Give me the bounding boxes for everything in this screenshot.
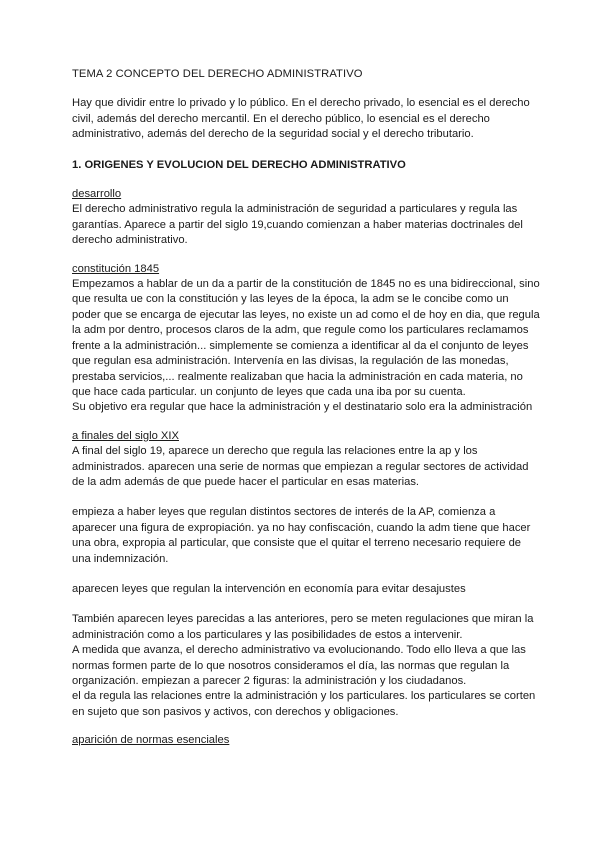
finales-paragraph-3: aparecen leyes que regulan la intervención en economía para evitar desajustes [72, 582, 466, 595]
finales-paragraph-4b: A medida que avanza, el derecho administrativo va evolucionando. Todo ello lleva a que las normas formen parte de lo que nosotros consideramos el día, las normas que regulan la organización. empiezan a parecer 2 figuras: la administración y los ciudadanos. [72, 644, 526, 687]
section-constitucion [72, 262, 540, 416]
subtitle-constitucion: constitución 1845 [72, 262, 160, 275]
subtitle-finales: a finales del siglo XIX [72, 429, 179, 442]
subtitle-aparicion: aparición de normas esenciales [72, 734, 230, 747]
document-title: TEMA 2 CONCEPTO DEL DERECHO ADMINISTRATIVO [72, 68, 363, 80]
section-heading-origenes: 1. ORIGENES Y EVOLUCION DEL DERECHO ADMINISTRATIVO [72, 158, 406, 171]
finales-paragraph-4a: También aparecen leyes parecidas a las anteriores, pero se meten regulaciones que miran la administración como a los particulares y las posibilidades de estos a intervenir. [72, 613, 534, 641]
section-finales [72, 429, 540, 721]
finales-text: A final del siglo 19, aparece un derecho que regula las relaciones entre la ap y los administrados. aparecen una serie de normas que empiezan a regular sectores de actividad de la adm además de que puede hacer el particular en esas materias. [72, 445, 529, 488]
constitucion-text-2: Su objetivo era regular que hace la administración y el destinatario solo era la administración [72, 401, 533, 414]
finales-paragraph-2: empieza a haber leyes que regulan distintos sectores de interés de la AP, comienza a aparecer una figura de expropiación. ya no hay confiscación, cuando la adm tiene que hacer una obra, expropia al particular, que consiste que el quitar el terreno necesario requiere de una indemnización. [72, 506, 531, 565]
intro-paragraph: Hay que dividir entre lo privado y lo público. En el derecho privado, lo esencial es el derecho civil, además del derecho mercantil. En el derecho público, lo esencial es el derecho administrativo, además del derecho de la seguridad social y el derecho tributario. [72, 97, 530, 141]
desarrollo-text: El derecho administrativo regula la administración de seguridad a particulares y regula las garantías. Aparece a partir del siglo 19,cuando comienzan a haber materias doctrinales del derecho administrativo. [72, 203, 523, 247]
section-desarrollo [72, 187, 540, 249]
section-aparicion [72, 733, 540, 748]
constitucion-text: Empezamos a hablar de un da a partir de la constitución de 1845 no es una bidireccional, sino que resulta ue con la constitución y las leyes de la época, la adm se le concibe como un poder que se encarga de ejecutar las leyes, no existe un ad como el de hoy en dia, que regula la adm por dentro, procesos claros de la adm, que regule como los particulares reclamamos frente a la administración... simplemente se comienza a identificar al da el conjunto de leyes que regulan esa administración. Intervenía en las divisas, la regulación de las monedas, prestaba servicios,... realmente realizaban que hacia la administración en cada materia, no que hace cada particular. un conjunto de leyes que cada una iba por su cuenta. [72, 278, 540, 398]
finales-paragraph-4c: el da regula las relaciones entre la administración y los particulares. los particulares se corten en sujeto que son pasivos y activos, con derechos y obligaciones. [72, 690, 536, 718]
subtitle-desarrollo: desarrollo [72, 188, 122, 201]
